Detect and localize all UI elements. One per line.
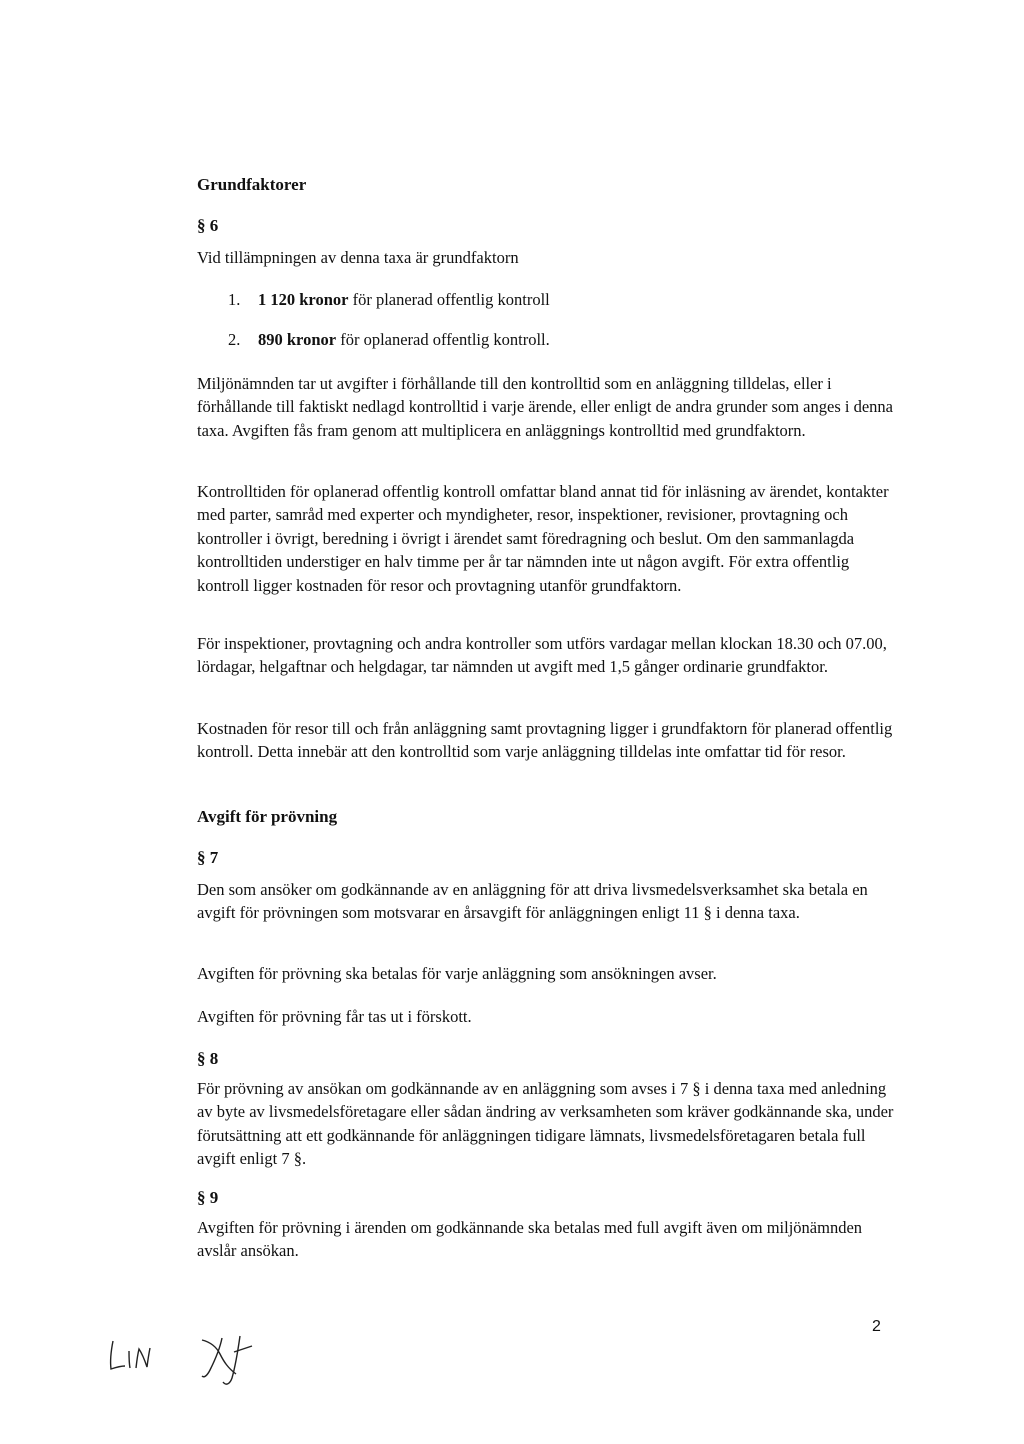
page-number: 2 [872, 1318, 881, 1335]
signature-initials-2 [196, 1330, 258, 1388]
list-item-number: 1. [228, 290, 241, 309]
section-6-paragraph-2: Kontrolltiden för oplanerad offentlig kontroll omfattar bland annat tid för inläsning av ärendet, kontakter med parter, samråd med experter och myndigheter, resor, inspektioner, revisioner, provtagning och kontroller i övrigt, beredning i övrigt i ärendet samt föredragning och beslut. Om den sammanlagda kontrolltiden understiger en halv timme per år tar nämnden inte ut någon avgift. För extra offentlig kontroll ligger kostnaden för resor och provtagning utanför grundfaktorn. [197, 482, 889, 595]
section-6-intro: Vid tillämpningen av denna taxa är grundfaktorn [197, 248, 519, 267]
section-6-paragraph-4: Kostnaden för resor till och från anläggning samt provtagning ligger i grundfaktorn för planerad offentlig kontroll. Detta innebär att den kontrolltid som varje anläggning tilldelas inte omfattar tid för resor. [197, 719, 893, 762]
section-6-paragraph-1: Miljönämnden tar ut avgifter i förhållande till den kontrolltid som en anläggning tilldelas, eller i förhållande till faktiskt nedlagd kontrolltid i varje ärende, eller enligt de andra grunder som anges i denna taxa. Avgiften fås fram genom att multiplicera en anläggnings kontrolltid med grundfaktorn. [197, 374, 893, 440]
heading-avgift-for-provning: Avgift för prövning [197, 807, 338, 826]
list-item-text: för oplanerad offentlig kontroll. [336, 330, 550, 349]
section-8-paragraph-1: För prövning av ansökan om godkännande av en anläggning som avses i 7 § i denna taxa med anledning av byte av livsmedelsföretagare eller sådan ändring av verksamheten som kräver godkännande ska, under förutsättning att ett godkännande för anläggningen tidigare lämnats, livsmedelsföretagaren betala full avgift enligt 7 §. [197, 1079, 894, 1169]
list-item-amount: 890 kronor [258, 330, 337, 349]
list-item-amount: 1 120 kronor [258, 290, 349, 309]
list-item [228, 330, 550, 350]
list-item [228, 290, 550, 310]
section-7-paragraph-1: Den som ansöker om godkännande av en anläggning för att driva livsmedelsverksamhet ska betala en avgift för prövningen som motsvarar en årsavgift för anläggningen enligt 11 § i denna taxa. [197, 880, 868, 923]
section-6-paragraph-3: För inspektioner, provtagning och andra kontroller som utförs vardagar mellan klockan 18.30 och 07.00, lördagar, helgaftnar och helgdagar, tar nämnden ut avgift med 1,5 gånger ordinarie grundfaktor. [197, 634, 887, 677]
section-8-label: § 8 [197, 1049, 219, 1068]
section-7-paragraph-3: Avgiften för prövning får tas ut i förskott. [197, 1007, 472, 1026]
list-item-text: för planerad offentlig kontroll [348, 290, 550, 309]
section-6-label: § 6 [197, 216, 219, 235]
section-9-paragraph-1: Avgiften för prövning i ärenden om godkännande ska betalas med full avgift även om miljönämnden avslår ansökan. [197, 1218, 863, 1261]
signature-initials-1 [105, 1335, 155, 1377]
section-9-label: § 9 [197, 1188, 219, 1207]
list-item-number: 2. [228, 330, 241, 349]
section-7-paragraph-2: Avgiften för prövning ska betalas för varje anläggning som ansökningen avser. [197, 964, 717, 983]
heading-grundfaktorer: Grundfaktorer [197, 175, 307, 194]
section-7-label: § 7 [197, 848, 219, 867]
